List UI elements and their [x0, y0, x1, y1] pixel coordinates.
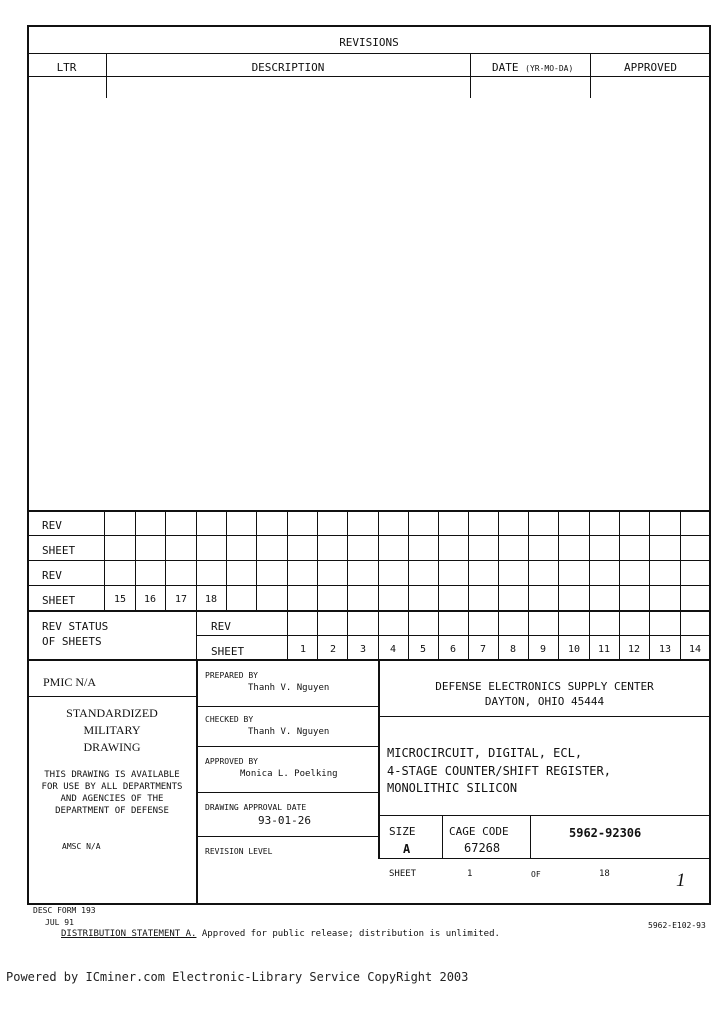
prepared-by-name: Thanh V. Nguyen — [248, 683, 330, 693]
sheet-number: 10 — [567, 644, 581, 655]
column-date: DATE (YR-MO-DA) — [492, 61, 574, 74]
approval-date-label: DRAWING APPROVAL DATE — [205, 803, 307, 812]
sheet-number: 17 — [174, 594, 188, 605]
distribution-statement: DISTRIBUTION STATEMENT A. Approved for public release; distribution is unlimited. — [61, 929, 500, 939]
total-sheets: 18 — [599, 869, 610, 879]
sheet-number: 6 — [449, 644, 457, 655]
availability-text: DEPARTMENT OF DEFENSE — [55, 806, 169, 816]
column-description: DESCRIPTION — [251, 61, 325, 74]
sheet-label: SHEET — [211, 645, 245, 658]
size-value: A — [403, 842, 411, 856]
drawing-number: 5962-92306 — [569, 826, 642, 840]
smd-title-line1: STANDARDIZED — [66, 706, 158, 720]
sheet-number: 4 — [389, 644, 397, 655]
smd-title-line2: MILITARY — [83, 723, 141, 737]
sheet-number: 3 — [359, 644, 367, 655]
cage-code-value: 67268 — [464, 841, 501, 855]
checked-by-name: Thanh V. Nguyen — [248, 727, 330, 737]
prepared-by-label: PREPARED BY — [205, 671, 258, 680]
sheet-number: 14 — [688, 644, 702, 655]
drawing-title-line2: 4-STAGE COUNTER/SHIFT REGISTER, — [387, 764, 611, 778]
sheet-number: 5 — [419, 644, 427, 655]
sheet-number: 15 — [113, 594, 127, 605]
agency-name: DEFENSE ELECTRONICS SUPPLY CENTER — [435, 680, 654, 693]
rev-status-label: REV STATUS — [42, 620, 109, 633]
approval-date: 93-01-26 — [258, 814, 311, 827]
desc-form: DESC FORM 193 — [33, 906, 96, 915]
approved-by-label: APPROVED BY — [205, 757, 258, 766]
sheet-number: 7 — [479, 644, 487, 655]
sheet-value: 1 — [467, 869, 473, 879]
revision-level-label: REVISION LEVEL — [205, 847, 273, 856]
sheet-number: 12 — [627, 644, 641, 655]
sheet-number: 16 — [143, 594, 157, 605]
sheet-number: 18 — [204, 594, 218, 605]
availability-text: FOR USE BY ALL DEPARTMENTS — [41, 782, 183, 792]
doc-code: 5962-E102-93 — [648, 921, 706, 930]
smd-title-line3: DRAWING — [83, 740, 141, 754]
handwritten-mark: 1 — [676, 870, 686, 891]
cage-code-label: CAGE CODE — [449, 825, 509, 838]
amsc-label: AMSC N/A — [62, 842, 101, 851]
rev-row-label: REV — [42, 569, 62, 582]
revisions-title: REVISIONS — [339, 36, 399, 49]
checked-by-label: CHECKED BY — [205, 715, 254, 724]
sheet-number: 8 — [509, 644, 517, 655]
sheet-label: SHEET — [389, 869, 417, 879]
agency-address: DAYTON, OHIO 45444 — [484, 695, 605, 708]
size-label: SIZE — [389, 825, 416, 838]
rev-row-label: REV — [42, 519, 62, 532]
of-sheets-label: OF SHEETS — [42, 635, 102, 648]
column-ltr: LTR — [56, 61, 77, 74]
availability-text: THIS DRAWING IS AVAILABLE — [44, 770, 180, 780]
availability-text: AND AGENCIES OF THE — [60, 794, 164, 804]
sheet-row-label: SHEET — [42, 544, 76, 557]
form-date: JUL 91 — [45, 918, 74, 927]
of-label: OF — [531, 870, 541, 879]
sheet-number: 1 — [299, 644, 307, 655]
drawing-title-line1: MICROCIRCUIT, DIGITAL, ECL, — [387, 746, 583, 760]
powered-by-text: Powered by ICminer.com Electronic-Library Service CopyRight 2003 — [6, 970, 469, 984]
pmic-label: PMIC N/A — [43, 675, 97, 689]
sheet-number: 9 — [539, 644, 547, 655]
sheet-number: 13 — [658, 644, 672, 655]
drawing-title-line3: MONOLITHIC SILICON — [387, 781, 518, 795]
rev-label: REV — [211, 620, 231, 633]
column-approved: APPROVED — [624, 61, 677, 74]
approved-by-name: Monica L. Poelking — [240, 769, 338, 779]
sheet-number: 2 — [329, 644, 337, 655]
sheet-row-label: SHEET — [42, 594, 76, 607]
sheet-number: 11 — [597, 644, 611, 655]
